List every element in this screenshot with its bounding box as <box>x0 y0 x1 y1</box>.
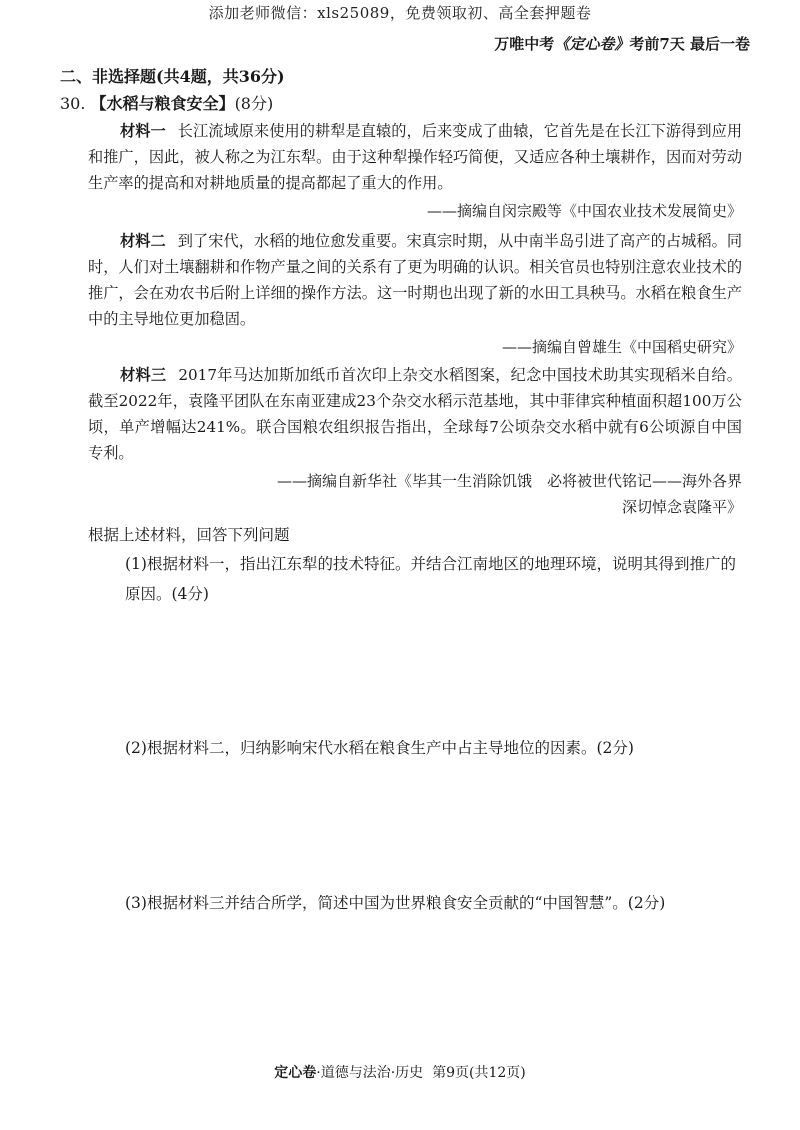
question-topic: 【水稻与粮食安全】 <box>90 94 235 113</box>
footer-page: 第9页(共12页) <box>432 1065 526 1081</box>
material-1-text: 长江流域原来使用的耕犁是直辕的，后来变成了曲辕，它首先是在长江下游得到应用和推广，因此，被人称之为江东犁。由于这种犁操作轻巧简便，又适应各种土壤耕作，因而对劳动生产率的提高和对耕地质量的提高都起了重大的作用。 <box>88 122 743 192</box>
material-3-source <box>88 468 742 520</box>
material-1-tag: 材料一 <box>120 122 166 140</box>
material-3-source-line1: ——摘编自新华社《毕其一生消除饥饿 必将被世代铭记——海外各界 <box>276 472 742 490</box>
material-2-source: ——摘编自曾雄生《中国稻史研究》 <box>501 338 742 356</box>
sub-question-1: (1)根据材料一，指出江东犁的技术特征。并结合江南地区的地理环境，说明其得到推广的原因。(4分) <box>125 555 736 603</box>
section-title: 二、非选择题(共4题，共36分) <box>60 67 285 86</box>
sub-question-2: (2)根据材料二，归纳影响宋代水稻在粮食生产中占主导地位的因素。(2分) <box>125 739 634 757</box>
question-number: 30. <box>60 94 86 113</box>
question-score: (8分) <box>234 94 274 113</box>
series-suffix: 考前7天 最后一卷 <box>629 35 750 53</box>
page-footer <box>0 1062 800 1082</box>
material-1-source: ——摘编自闵宗殿等《中国农业技术发展简史》 <box>426 202 742 220</box>
footer-subjects: ·道德与法治·历史 <box>316 1065 424 1081</box>
watermark-text: 添加老师微信：xls25089，免费领取初、高全套押题卷 <box>208 4 592 22</box>
series-book: 《定心卷》 <box>554 35 630 53</box>
material-2-tag: 材料二 <box>120 232 166 250</box>
footer-book: 定心卷 <box>274 1065 317 1081</box>
material-2-text: 到了宋代，水稻的地位愈发重要。宋真宗时期，从中南半岛引进了高产的占城稻。同时，人们对土壤翻耕和作物产量之间的关系有了更为明确的认识。相关官员也特别注意农业技术的推广，会在劝农书后附上详细的操作方法。这一时期也出现了新的水田工具秧马。水稻在粮食生产中的主导地位更加稳固。 <box>88 232 743 328</box>
material-3-text: 2017年马达加斯加纸币首次印上杂交水稻图案，纪念中国技术助其实现稻米自给。截至2022年，袁隆平团队在东南亚建成23个杂交水稻示范基地，其中菲律宾种植面积超100万公顷，单产增幅达241%。联合国粮农组织报告指出，全球每7公顷杂交水稻中就有6公顷源自中国专利。 <box>88 366 742 462</box>
material-2 <box>88 228 742 332</box>
answer-prompt: 根据上述材料，回答下列问题 <box>88 526 290 544</box>
material-3 <box>88 362 742 466</box>
question-header <box>60 91 273 114</box>
sub-question-3: (3)根据材料三并结合所学，简述中国为世界粮食安全贡献的“中国智慧”。(2分) <box>125 894 666 912</box>
material-3-source-line2: 深切悼念袁隆平》 <box>621 498 742 516</box>
material-1 <box>88 118 742 196</box>
material-3-tag: 材料三 <box>120 366 167 384</box>
series-header <box>494 33 750 54</box>
series-prefix: 万唯中考 <box>494 35 555 53</box>
